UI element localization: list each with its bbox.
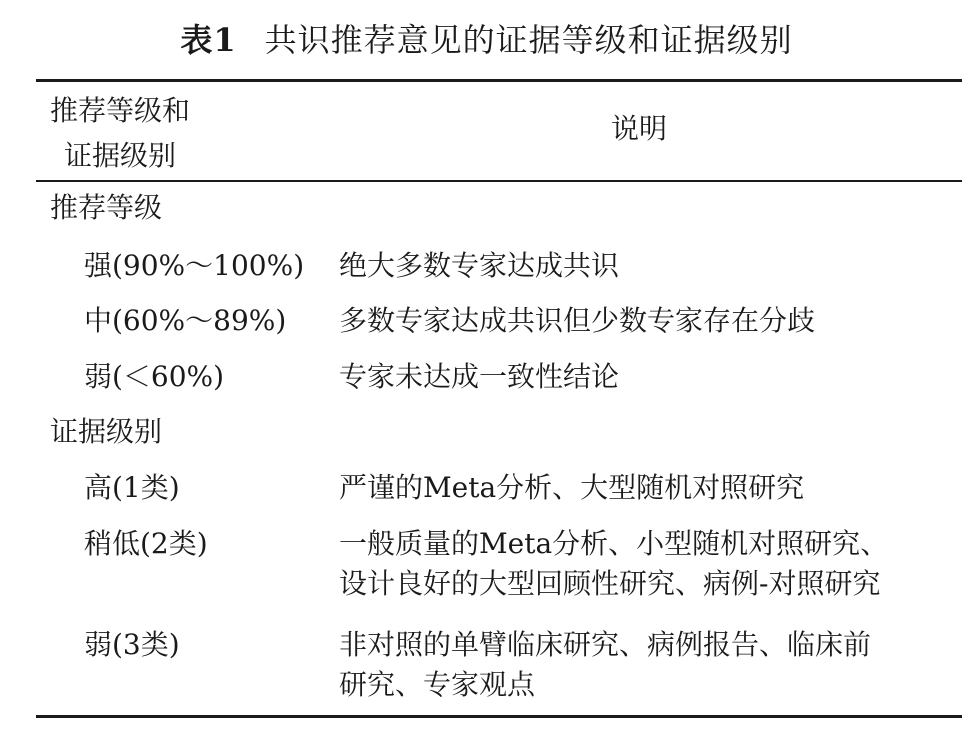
row-desc-line: 研究、专家观点 — [339, 668, 536, 701]
table-title: 共识推荐意见的证据等级和证据级别 — [264, 21, 793, 59]
bottom-rule — [36, 715, 962, 718]
row-level: 弱(＜60%) — [84, 360, 225, 393]
row-desc-line: 一般质量的Meta分析、小型随机对照研究、 — [339, 527, 889, 560]
section-title-evidence: 证据级别 — [50, 415, 163, 448]
row-desc-line: 多数专家达成共识但少数专家存在分歧 — [339, 304, 816, 337]
header-col2: 说明 — [611, 112, 668, 145]
header-col1 — [50, 88, 250, 178]
table-number: 表1 — [180, 21, 237, 59]
section-title-recommendation: 推荐等级 — [50, 191, 163, 224]
row-level: 稍低(2类) — [84, 527, 208, 560]
row-desc — [339, 524, 888, 604]
row-desc — [339, 357, 619, 397]
row-level: 弱(3类) — [84, 628, 180, 661]
row-level: 强(90%～100%) — [84, 249, 305, 282]
header-rule — [36, 180, 962, 182]
row-desc-line: 严谨的Meta分析、大型随机对照研究 — [339, 471, 805, 504]
row-desc-line: 绝大多数专家达成共识 — [339, 249, 620, 282]
row-desc-line: 专家未达成一致性结论 — [339, 360, 620, 393]
row-desc — [339, 301, 815, 341]
row-desc — [339, 468, 804, 508]
row-desc-line: 非对照的单臂临床研究、病例报告、临床前 — [339, 628, 872, 661]
top-rule — [36, 79, 962, 82]
row-level: 高(1类) — [84, 471, 180, 504]
row-level: 中(60%～89%) — [84, 304, 287, 337]
row-desc-line: 设计良好的大型回顾性研究、病例-对照研究 — [339, 567, 881, 600]
table-caption — [0, 12, 973, 68]
row-desc — [339, 246, 619, 286]
header-col1-line1: 推荐等级和 — [50, 94, 191, 127]
row-desc — [339, 625, 871, 705]
header-col1-line2: 证据级别 — [64, 139, 177, 172]
